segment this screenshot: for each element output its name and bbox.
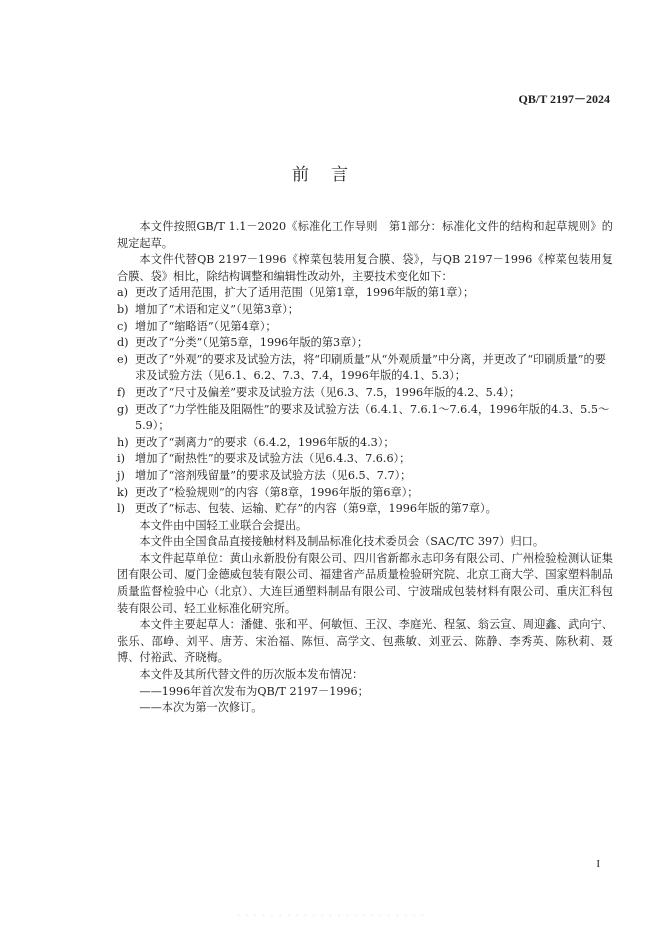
list-item bbox=[117, 385, 613, 402]
list-item bbox=[117, 468, 613, 485]
list-marker: l) bbox=[117, 502, 125, 516]
list-text: 增加了“耐热性”的要求及试验方法（见6.4.3、7.6.6）； bbox=[135, 452, 411, 466]
drafters-paragraph: 本文件主要起草人：潘健、张和平、何敏恒、王汉、李庭光、程氢、翁云宣、周迎鑫、武向宁、张乐、邵峥、刘平、唐芳、宋治福、陈恒、高学文、包燕敏、刘亚云、陈静、李秀英、陈秋莉、聂博、付裕武、齐晓梅。 bbox=[117, 618, 613, 665]
history-line: ——1996年首次发布为QB/T 2197－1996； bbox=[139, 684, 369, 698]
body-text bbox=[117, 219, 613, 717]
history-line: ——本次为第一次修订。 bbox=[139, 701, 263, 715]
list-text: 更改了“剥离力”的要求（6.4.2，1996年版的4.3）； bbox=[135, 435, 395, 449]
list-text: 更改了适用范围，扩大了适用范围（见第1章，1996年版的第1章）； bbox=[135, 286, 475, 300]
list-text: 增加了“溶剂残留量”的要求及试验方法（见6.5、7.7）； bbox=[135, 468, 412, 482]
list-marker: i) bbox=[117, 452, 125, 466]
list-marker: d) bbox=[117, 336, 129, 350]
watermark: · · · · · · · · · · · · · · · · · · · · · · · bbox=[236, 911, 426, 922]
list-text: 更改了“外观”的要求及试验方法，将“印刷质量”从“外观质量”中分离，并更改了“印刷质量”的要求及试验方法（见6.1、6.2、7.3、7.4，1996年版的4.1、5.3）； bbox=[135, 352, 606, 383]
intro-paragraph: 本文件按照GB/T 1.1－2020《标准化工作导则 第1部分：标准化文件的结构和起草规则》的规定起草。 bbox=[117, 220, 613, 250]
changes-list bbox=[117, 285, 613, 517]
list-marker: c) bbox=[117, 319, 128, 333]
list-text: 更改了“分类”（见第5章，1996年版的第3章）； bbox=[135, 336, 369, 350]
drafting-units-paragraph: 本文件起草单位：黄山永新股份有限公司、四川省新都永志印务有限公司、广州检验检测认证集团有限公司、厦门金德威包装有限公司、福建省产品质量检验研究院、北京工商大学、国家塑料制品质量监督检验中心（北京）、大连巨通塑料制品有限公司、宁波瑞成包装材料有限公司、重庆汇科包装有限公司、轻工业标准化研究所。 bbox=[117, 551, 613, 615]
proposer-paragraph: 本文件由中国轻工业联合会提出。 bbox=[139, 518, 308, 532]
list-text: 增加了“术语和定义”（见第3章）； bbox=[135, 302, 299, 316]
document-code: QB/T 2197－2024 bbox=[518, 92, 610, 106]
list-marker: b) bbox=[117, 302, 129, 316]
list-marker: f) bbox=[117, 385, 126, 399]
list-text: 更改了“标志、包装、运输、贮存”的内容（第9章，1996年版的第7章）。 bbox=[135, 502, 497, 516]
history-intro-paragraph: 本文件及其所代替文件的历次版本发布情况： bbox=[139, 668, 364, 682]
list-item bbox=[117, 335, 613, 352]
page-title: 前言 bbox=[292, 165, 370, 185]
list-text: 更改了“力学性能及阻隔性”的要求及试验方法（6.4.1、7.6.1～7.6.4，1996年版的4.3、5.5～5.9）； bbox=[135, 402, 610, 433]
list-text: 增加了“缩略语”（见第4章）； bbox=[135, 319, 277, 333]
list-marker: e) bbox=[117, 352, 128, 366]
list-item bbox=[117, 485, 613, 502]
list-text: 更改了“尺寸及偏差”要求及试验方法（见6.3、7.5，1996年版的4.2、5.4）； bbox=[135, 385, 521, 399]
list-text: 更改了“检验规则”的内容（第8章，1996年版的第6章）； bbox=[135, 485, 419, 499]
list-item bbox=[117, 451, 613, 468]
list-marker: h) bbox=[117, 435, 129, 449]
page-number: I bbox=[596, 858, 600, 870]
list-marker: k) bbox=[117, 485, 129, 499]
list-item bbox=[117, 402, 613, 435]
list-item bbox=[117, 285, 613, 302]
centralized-paragraph: 本文件由全国食品直接接触材料及制品标准化技术委员会（SAC/TC 397）归口。 bbox=[139, 535, 545, 549]
list-item bbox=[117, 435, 613, 452]
list-item bbox=[117, 501, 613, 518]
list-item bbox=[117, 302, 613, 319]
intro-paragraph: 本文件代替QB 2197－1996《榨菜包装用复合膜、袋》，与QB 2197－1996《榨菜包装用复合膜、袋》相比，除结构调整和编辑性改动外，主要技术变化如下： bbox=[117, 253, 613, 283]
list-marker: g) bbox=[117, 402, 129, 416]
list-marker: a) bbox=[117, 286, 129, 300]
list-item bbox=[117, 352, 613, 385]
list-marker: j) bbox=[117, 468, 125, 482]
list-item bbox=[117, 319, 613, 336]
